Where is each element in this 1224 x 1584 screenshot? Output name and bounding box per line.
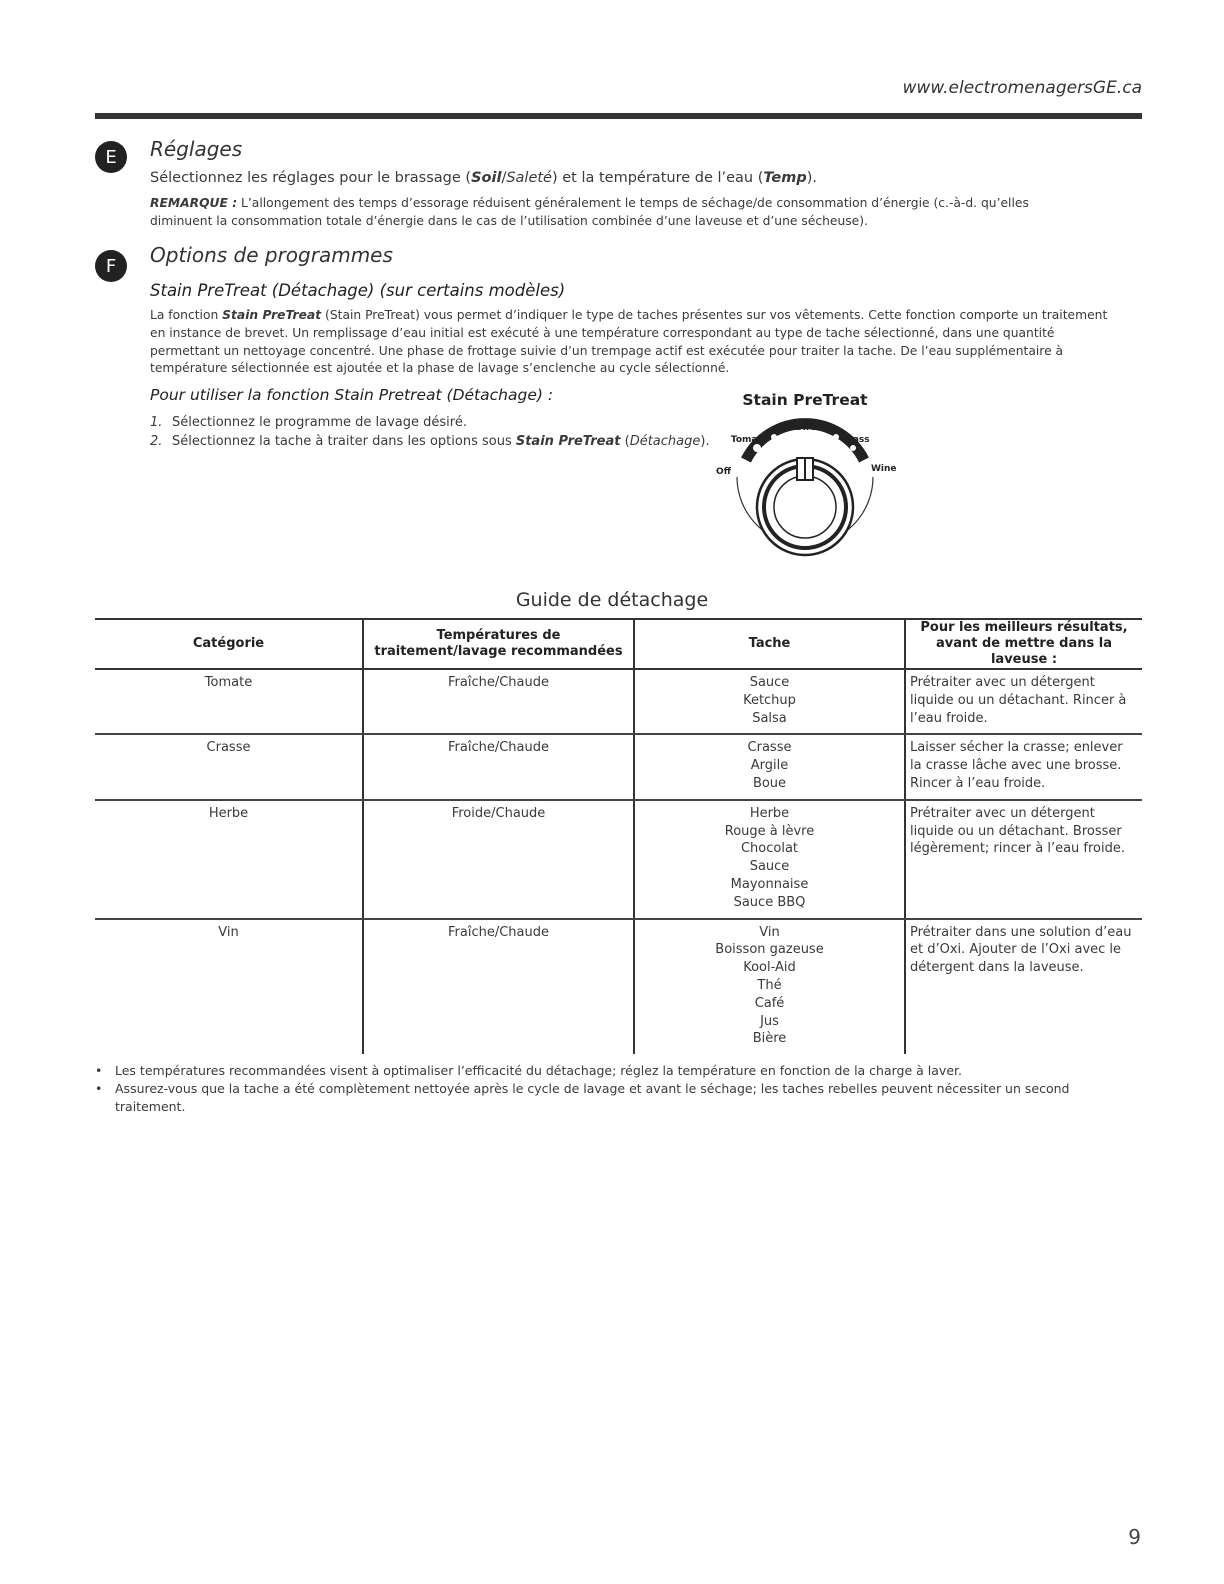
dial-dot-off [753,444,761,452]
cell-temperature: Fraîche/Chaude [363,669,634,734]
cell-stains [634,669,905,734]
table-row [95,734,1142,799]
table-row [95,800,1142,919]
cell-temperature: Froide/Chaude [363,800,634,919]
cell-advice: Prétraiter dans une solution d’eau et d’Oxi. Ajouter de l’Oxi avec le détergent dans la laveuse. [905,919,1142,1055]
cell-advice: Prétraiter avec un détergent liquide ou un détachant. Rincer à l’eau froide. [905,669,1142,734]
dial-label-wine: Wine [871,464,897,474]
header-stain: Tache [634,619,905,669]
section-e-badge: E [95,141,127,173]
dial-dot-tomato [771,434,777,440]
stain-item: Mayonnaise [730,876,809,892]
cell-category: Herbe [95,800,363,919]
cell-category: Crasse [95,734,363,799]
website-url[interactable]: www.electromenagersGE.ca [902,78,1142,98]
stain-guide-table [95,618,1142,1054]
dial-title: Stain PreTreat [742,391,868,409]
cell-stains [634,800,905,919]
section-e-title: Réglages [150,137,243,161]
footnote: • Les températures recommandées visent à optimaliser l’efficacité du détachage; réglez la température en fonction de la charge à laver. [95,1062,1105,1080]
header-temperature: Températures de traitement/lavage recommandées [363,619,634,669]
stain-item: Sauce [749,859,790,875]
cell-stains [634,919,905,1055]
section-f-title: Options de programmes [150,243,393,267]
table-row [95,669,1142,734]
cell-stains [634,734,905,799]
stain-item: Sauce BBQ [733,894,806,910]
stain-item: Ketchup [743,692,796,708]
stain-item: Café [754,995,785,1011]
section-f-badge: F [95,250,127,282]
table-header-row [95,619,1142,669]
cell-temperature: Fraîche/Chaude [363,919,634,1055]
section-e-note: REMARQUE : L’allongement des temps d’essorage réduisent généralement le temps de séchage/de consommation d’énergie (c.-à-d. qu’elles diminuent la consommation totale d’énergie dans le cas de l’utilisation combinée d’une laveuse et d’une sécheuse). [150,196,1029,228]
stain-item: Argile [750,758,789,774]
stain-item: Rouge à lèvre [724,823,815,839]
cell-category: Vin [218,924,239,940]
dial-label-grass: Grass [841,435,870,445]
stain-pretreat-subtitle: Stain PreTreat (Détachage) (sur certains modèles) [150,281,566,300]
footnote: • Assurez-vous que la tache a été complètement nettoyée après le cycle de lavage et avant le séchage; les taches rebelles peuvent nécessiter un second traitement. [95,1080,1105,1116]
stain-pretreat-description: La fonction Stain PreTreat (Stain PreTreat) vous permet d’indiquer le type de taches présentes sur vos vêtements. Cette fonction comporte un traitement en instance de brevet. Un remplissage d’eau initial est exécuté à une température correspondant au type de tache sélectionné, dans une quantité permettant un nettoyage concentré. Une phase de frottage suivie d’un trempage actif est exécutée pour traiter la tache. De l’eau supplémentaire à température sélectionnée est ajoutée et la phase de lavage s’enclenche au cycle sélectionné. [150,308,1108,376]
stain-item: Crasse [747,740,792,756]
stain-item: Kool-Aid [743,960,796,976]
stain-item: Chocolat [740,841,799,857]
dial-dot-grass [833,434,839,440]
stain-item: Bière [752,1031,787,1047]
stain-item: Vin [759,924,780,940]
cell-temperature: Fraîche/Chaude [363,734,634,799]
step-1: 1. Sélectionnez le programme de lavage désiré. [150,415,467,430]
cell-category: Tomate [95,669,363,734]
header-category: Catégorie [95,619,363,669]
stain-item: Salsa [752,710,787,726]
guide-title: Guide de détachage [515,589,709,611]
stain-item: Jus [760,1013,779,1029]
header-advice: Pour les meilleurs résultats, avant de mettre dans la laveuse : [905,619,1142,669]
dial-label-tomato: Tomato [730,435,768,445]
howto-title: Pour utiliser la fonction Stain Pretreat (Détachage) : [150,386,554,404]
table-row [95,919,1142,1055]
cell-advice: Prétraiter avec un détergent liquide ou un détachant. Brosser légèrement; rincer à l’eau froide. [905,800,1142,919]
page-number: 9 [1128,1525,1141,1549]
stain-item: Herbe [749,805,790,821]
stain-pretreat-dial [700,410,910,585]
stain-item: Boisson gazeuse [715,942,824,958]
section-e-intro: Sélectionnez les réglages pour le brassage (Soil/Saleté) et la température de l’eau (Temp). [150,170,818,186]
dial-dot-wine [850,445,856,451]
header-rule [95,113,1142,119]
dial-label-dirt: Dirt [795,423,815,433]
footnotes [95,1062,1105,1116]
stain-item: Sauce [749,675,790,690]
stain-item: Boue [752,775,787,791]
step-2: 2. Sélectionnez la tache à traiter dans les options sous Stain PreTreat (Détachage). [150,434,710,449]
steps-list [150,415,710,453]
stain-item: Thé [757,977,782,993]
cell-advice: Laisser sécher la crasse; enlever la crasse lâche avec une brosse. Rincer à l’eau froide. [905,734,1142,799]
dial-label-off: Off [716,467,731,477]
